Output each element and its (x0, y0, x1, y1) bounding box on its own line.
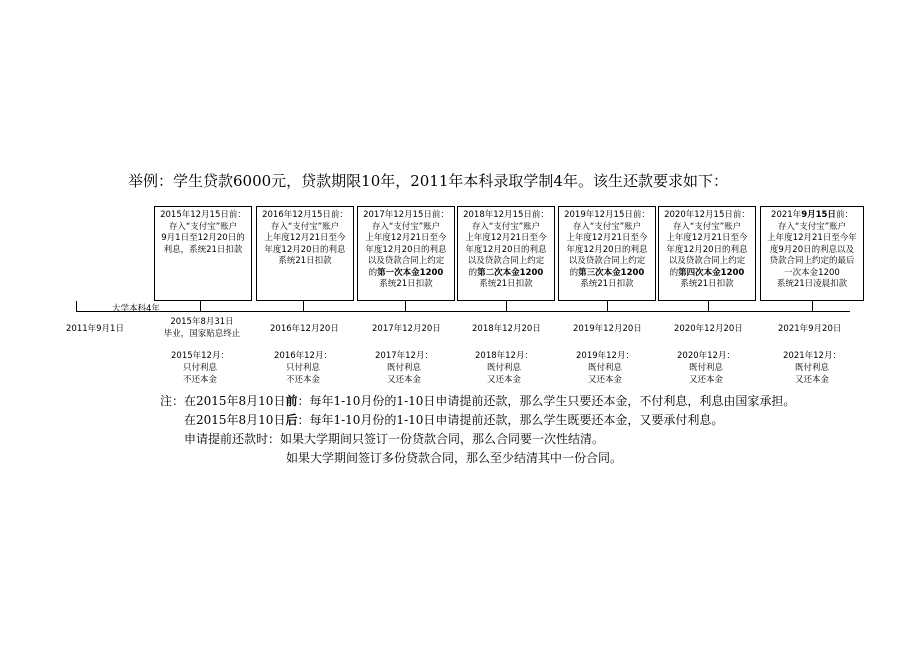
page-title: 举例：学生贷款6000元，贷款期限10年，2011年本科录取学制4年。该生还款要求如下： (128, 172, 728, 190)
summary-2019: 2019年12月： 既付利息 又还本金 (576, 351, 634, 385)
timeline-tick (506, 301, 507, 311)
notes-section (160, 392, 795, 468)
payment-box-2015: 2015年12月15日前： 存入“支付宝”账户 9月1日至12月20日的 利息，系统21日扣款 (154, 206, 252, 301)
note-line-4: 如果大学期间签订多份贷款合同，那么至少结清其中一份合同。 (286, 451, 623, 465)
study-period-label: 大学本科4年 (112, 304, 160, 314)
date-label-2018: 2018年12月20日 (472, 324, 541, 334)
date-label-2021: 2021年9月20日 (778, 324, 842, 334)
timeline-tick (607, 301, 608, 311)
date-label-2017: 2017年12月20日 (372, 324, 441, 334)
summary-2021: 2021年12月： 既付利息 又还本金 (783, 351, 841, 385)
payment-box-2019: 2019年12月15日前： 存入“支付宝”账户 上年度12月21日至今 年度12月20日的利息 以及贷款合同上约定 的第三次本金1200 系统21日扣款 (558, 206, 656, 301)
summary-2020: 2020年12月： 既付利息 又还本金 (677, 351, 735, 385)
payment-box-2018: 2018年12月15日前： 存入“支付宝”账户 上年度12月21日至今 年度12月20日的利息 以及贷款合同上约定 的第二次本金1200 系统21日扣款 (457, 206, 555, 301)
timeline-axis (76, 311, 850, 312)
note-line-3: 申请提前还款时：如果大学期间只签订一份贷款合同，那么合同要一次性结清。 (184, 432, 605, 446)
summary-2018: 2018年12月： 既付利息 又还本金 (475, 351, 533, 385)
payment-box-2016: 2016年12月15日前： 存入“支付宝”账户 上年度12月21日至今 年度12月20日的利息 系统21日扣款 (256, 206, 354, 301)
timeline-tick (708, 301, 709, 311)
payment-box-2021: 2021年9月15日前： 存入“支付宝”账户 上年度12月21日至今年 度9月20日的利息以及 贷款合同上约定的最后 一次本金1200 系统21日凌晨扣款 (760, 206, 864, 301)
timeline-tick (303, 301, 304, 311)
graduation-label: 2015年8月31日 毕业，国家贴息终止 (163, 317, 241, 339)
date-label-2020: 2020年12月20日 (674, 324, 743, 334)
date-label-2016: 2016年12月20日 (270, 324, 339, 334)
summary-2017: 2017年12月： 既付利息 又还本金 (375, 351, 433, 385)
summary-2015: 2015年12月： 只付利息 不还本金 (171, 351, 229, 385)
summary-2016: 2016年12月： 只付利息 不还本金 (274, 351, 332, 385)
note-line-2: 在2015年8月10日后：每年1-10月份的1-10日申请提前还款，那么学生既要还本金，又要承付利息。 (184, 413, 724, 427)
note-line-1: 注：在2015年8月10日前：每年1-10月份的1-10日申请提前还款，那么学生只要还本金，不付利息，利息由国家承担。 (160, 394, 796, 408)
date-label-2019: 2019年12月20日 (573, 324, 642, 334)
payment-box-2017: 2017年12月15日前： 存入“支付宝”账户 上年度12月21日至今 年度12月20日的利息 以及贷款合同上约定 的第一次本金1200 系统21日扣款 (357, 206, 455, 301)
timeline-tick (200, 301, 201, 311)
start-date-label: 2011年9月1日 (66, 324, 124, 334)
timeline-tick (76, 301, 77, 311)
timeline-tick (812, 301, 813, 311)
payment-box-2020: 2020年12月15日前： 存入“支付宝”账户 上年度12月21日至今 年度12月20日的利息 以及贷款合同上约定 的第四次本金1200 系统21日扣款 (658, 206, 756, 301)
timeline-tick (405, 301, 406, 311)
